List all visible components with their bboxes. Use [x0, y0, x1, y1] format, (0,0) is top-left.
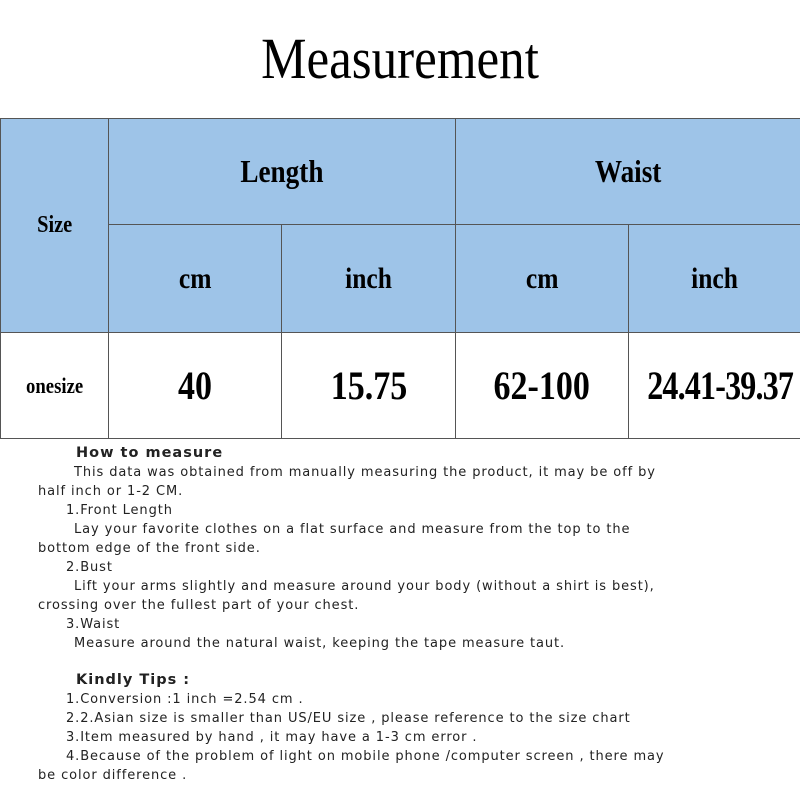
bust-title: 2.Bust: [66, 560, 113, 575]
waist-cm-cell: [456, 333, 629, 439]
table-unit-row: [1, 225, 800, 333]
waist-header-cell: [456, 119, 800, 225]
size-header: Size: [36, 212, 73, 238]
tip-item: 1.Conversion :1 inch =2.54 cm .: [66, 692, 304, 707]
bust-text: Lift your arms slightly and measure around your body (without a shirt is best),: [74, 579, 655, 594]
intro-line: This data was obtained from manually measuring the product, it may be off by: [74, 465, 656, 480]
size-value-cell: [1, 333, 109, 439]
how-to-heading: How to measure: [76, 445, 224, 461]
waist-text: Measure around the natural waist, keeping the tape measure taut.: [74, 636, 566, 651]
waist-cm-header-cell: [456, 225, 629, 333]
size-chart-table: [0, 118, 800, 439]
measure-instructions: [38, 444, 778, 785]
front-length-title: 1.Front Length: [66, 503, 173, 518]
front-length-text: Lay your favorite clothes on a flat surface and measure from the top to the: [74, 522, 631, 537]
unit-label: inch: [691, 261, 738, 295]
length-inch-cell: [282, 333, 456, 439]
tip-item: 2.2.Asian size is smaller than US/EU size , please reference to the size chart: [66, 711, 631, 726]
bust-text: crossing over the fullest part of your chest.: [38, 598, 360, 613]
length-cm-cell: [109, 333, 282, 439]
tip-item: be color difference .: [38, 768, 188, 783]
tips-heading: Kindly Tips :: [76, 672, 191, 688]
waist-inch-cell: [629, 333, 800, 439]
table-header-row: [1, 119, 800, 225]
page-title: Measurement: [261, 26, 539, 91]
size-header-cell: [1, 119, 109, 333]
waist-header: Waist: [594, 153, 662, 189]
unit-label: inch: [345, 261, 392, 295]
length-inch-value: 15.75: [330, 363, 407, 408]
tip-item: 3.Item measured by hand , it may have a 1-3 cm error .: [66, 730, 478, 745]
length-header-cell: [109, 119, 456, 225]
length-inch-header-cell: [282, 225, 456, 333]
waist-inch-value: 24.41-39.37: [647, 363, 794, 408]
waist-inch-header-cell: [629, 225, 800, 333]
length-cm-value: 40: [178, 363, 212, 408]
waist-cm-value: 62-100: [493, 363, 591, 408]
size-value: onesize: [25, 372, 84, 398]
unit-label: cm: [525, 261, 559, 295]
waist-title: 3.Waist: [66, 617, 121, 632]
length-cm-header-cell: [109, 225, 282, 333]
table-row: [1, 333, 800, 439]
unit-label: cm: [178, 261, 212, 295]
tip-item: 4.Because of the problem of light on mobile phone /computer screen , there may: [66, 749, 665, 764]
length-header: Length: [240, 153, 324, 189]
front-length-text: bottom edge of the front side.: [38, 541, 261, 556]
intro-line: half inch or 1-2 CM.: [38, 484, 184, 499]
